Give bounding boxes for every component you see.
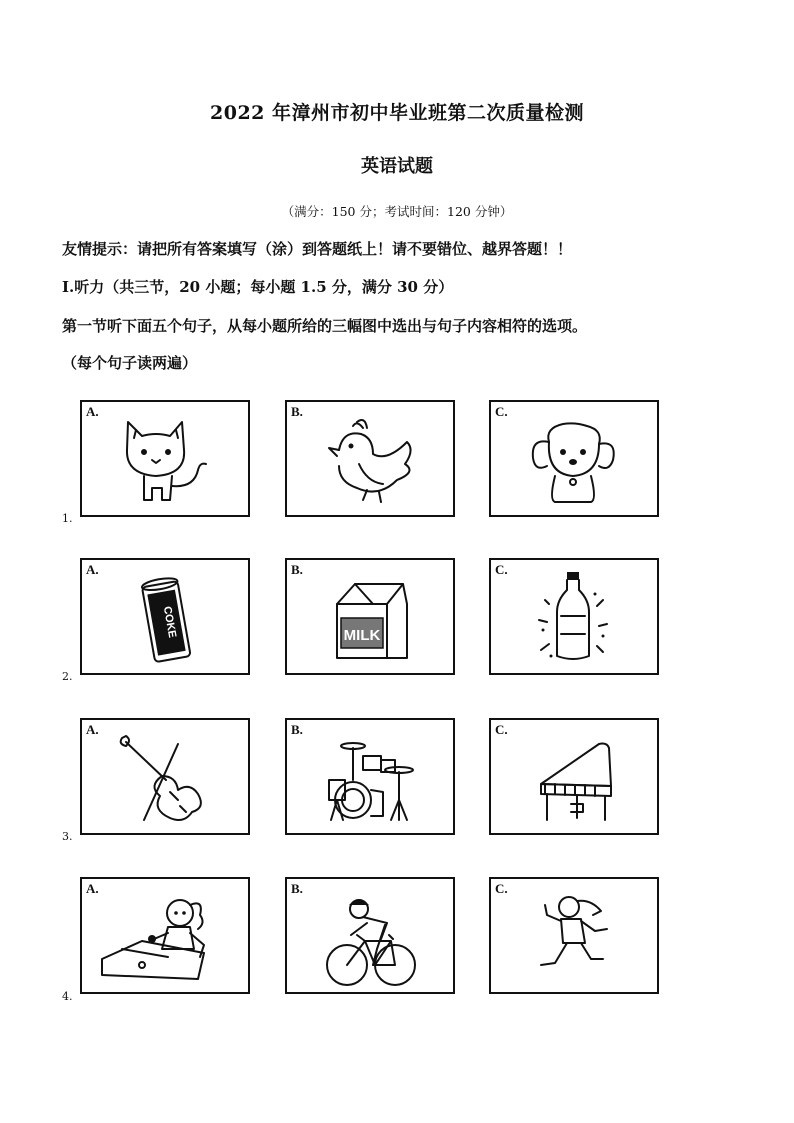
milk-carton-icon	[287, 560, 453, 673]
notice: 友情提示：请把所有答案填写（涂）到答题纸上！请不要错位、越界答题！！	[62, 240, 573, 258]
question-number: 4.	[62, 990, 73, 1003]
option-label: C.	[495, 404, 508, 419]
paper-subtitle: 英语试题	[361, 156, 433, 177]
drums-icon	[287, 720, 453, 833]
option-box	[80, 558, 250, 675]
option-label: B.	[291, 881, 303, 896]
option-label: C.	[495, 562, 508, 577]
bird-icon	[287, 402, 453, 515]
coke-can-icon	[82, 560, 248, 673]
option-label: C.	[495, 881, 508, 896]
instruction: 第一节听下面五个句子，从每小题所给的三幅图中选出与句子内容相符的选项。	[62, 317, 588, 335]
piano-icon	[491, 720, 657, 833]
violin-icon	[82, 720, 248, 833]
option-label: A.	[86, 562, 99, 577]
option-box	[489, 718, 659, 835]
question-number: 2.	[62, 670, 73, 683]
option-box	[489, 558, 659, 675]
water-bottle-icon	[491, 560, 657, 673]
option-label: A.	[86, 404, 99, 419]
option-box	[285, 400, 455, 517]
paper-title: 2022 年漳州市初中毕业班第二次质量检测	[210, 102, 584, 124]
option-box	[489, 400, 659, 517]
option-box	[285, 558, 455, 675]
option-box	[80, 400, 250, 517]
option-label: B.	[291, 404, 303, 419]
option-box	[80, 877, 250, 994]
cycling-icon	[287, 879, 453, 992]
option-label: B.	[291, 562, 303, 577]
cat-icon	[82, 402, 248, 515]
question-number: 3.	[62, 830, 73, 843]
option-label: B.	[291, 722, 303, 737]
option-box	[80, 718, 250, 835]
question-number: 1.	[62, 512, 73, 525]
option-label: A.	[86, 881, 99, 896]
running-icon	[491, 879, 657, 992]
option-box	[285, 718, 455, 835]
option-box	[285, 877, 455, 994]
dog-icon	[491, 402, 657, 515]
note: （每个句子读两遍）	[62, 354, 198, 372]
coke-text: COKE	[160, 605, 179, 639]
option-box	[489, 877, 659, 994]
section-heading: I.听力（共三节，20 小题；每小题 1.5 分，满分 30 分）	[62, 278, 454, 296]
option-label: A.	[86, 722, 99, 737]
ping-pong-icon	[82, 879, 248, 992]
exam-meta: （满分：150 分；考试时间：120 分钟）	[281, 204, 513, 219]
milk-text: MILK	[343, 627, 381, 644]
option-label: C.	[495, 722, 508, 737]
